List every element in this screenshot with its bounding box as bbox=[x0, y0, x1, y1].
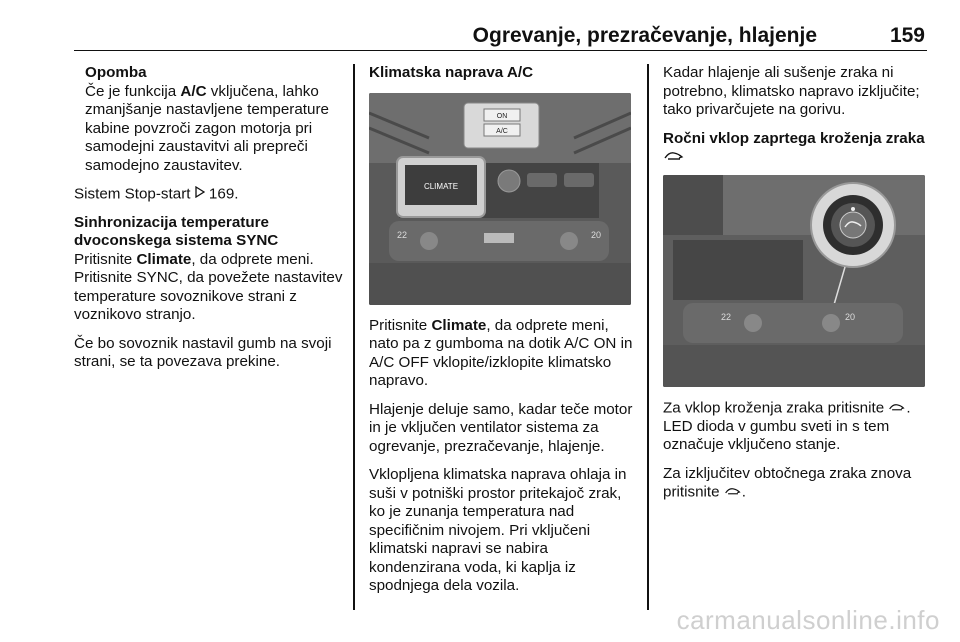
watermark: carmanualsonline.info bbox=[676, 605, 940, 635]
column-divider bbox=[353, 64, 355, 610]
cross-reference: Sistem Stop-start 169. bbox=[74, 185, 239, 203]
note-box bbox=[74, 64, 344, 175]
ac-panel-figure bbox=[369, 93, 631, 305]
paragraph: Pritisnite Climate, da odprete meni, nato pa z gumboma na dotik A/C ON in A/C OFF vklopite/izklopite klimatsko napravo. bbox=[369, 316, 633, 389]
recirculation-icon bbox=[888, 399, 906, 418]
temp-left: 22 bbox=[721, 311, 732, 322]
temp-left: 22 bbox=[397, 229, 408, 240]
column-middle bbox=[369, 64, 637, 606]
column-left bbox=[74, 64, 344, 382]
column-right bbox=[663, 64, 933, 512]
recirculation-panel-figure bbox=[663, 175, 925, 387]
paragraph: Za izključitev obtočnega zraka znova pritisnite . bbox=[663, 464, 912, 501]
temp-right: 20 bbox=[591, 229, 602, 240]
section-heading-sync: Sinhronizacija temperature dvoconskega sistema SYNC bbox=[74, 213, 279, 250]
paragraph: Kadar hlajenje ali sušenje zraka ni potrebno, klimatsko napravo izključite; tako privarčujete na gorivu. bbox=[663, 64, 920, 118]
arrow-reference-icon bbox=[195, 185, 205, 204]
page-title: Ogrevanje, prezračevanje, hlajenje bbox=[472, 24, 817, 47]
paragraph: Vklopljena klimatska naprava ohlaja in suši v potniški prostor pritekajoč zrak, ko je zunanja temperatura nad specifičnim nivojem. Pri vključeni klimatski napravi se nabira kondenzirana voda, ki kaplja iz spodnjega dela vozila. bbox=[369, 466, 627, 594]
column-divider bbox=[647, 64, 649, 610]
temp-right: 20 bbox=[845, 311, 856, 322]
paragraph: Za vklop kroženja zraka pritisnite . LED dioda v gumbu sveti in s tem označuje vključeno stanje. bbox=[663, 399, 911, 454]
recirculation-icon bbox=[663, 148, 685, 167]
paragraph: Hlajenje deluje samo, kadar teče motor in je vključen ventilator sistema za ogrevanje, prezračevanje, hlajenje. bbox=[369, 400, 633, 455]
btn-on-label: ON bbox=[496, 112, 508, 120]
note-text: Če je funkcija A/C vključena, lahko zmanjšanje nastavljene temperature kabine povzroči zagon motorja pri samodejni zaustavitvi ali prepreči samodejno zaustavitev. bbox=[85, 82, 329, 174]
paragraph: Če bo sovoznik nastavil gumb na svoji strani, se ta povezava prekine. bbox=[74, 334, 332, 371]
page-number: 159 bbox=[889, 24, 925, 47]
climate-label: CLIMATE bbox=[423, 181, 459, 191]
paragraph: Pritisnite Climate, da odprete meni. Pritisnite SYNC, da povežete nastavitev temperature sovoznikove strani z voznikovo stranjo. bbox=[74, 250, 343, 324]
section-heading-ac: Klimatska naprava A/C bbox=[369, 64, 534, 81]
section-heading-recirculation: Ročni vklop zaprtega kroženja zraka bbox=[663, 130, 933, 167]
page-header bbox=[74, 20, 927, 51]
btn-ac-label: A/C bbox=[496, 127, 508, 135]
recirculation-icon bbox=[724, 483, 742, 502]
note-title: Opomba bbox=[85, 64, 147, 81]
